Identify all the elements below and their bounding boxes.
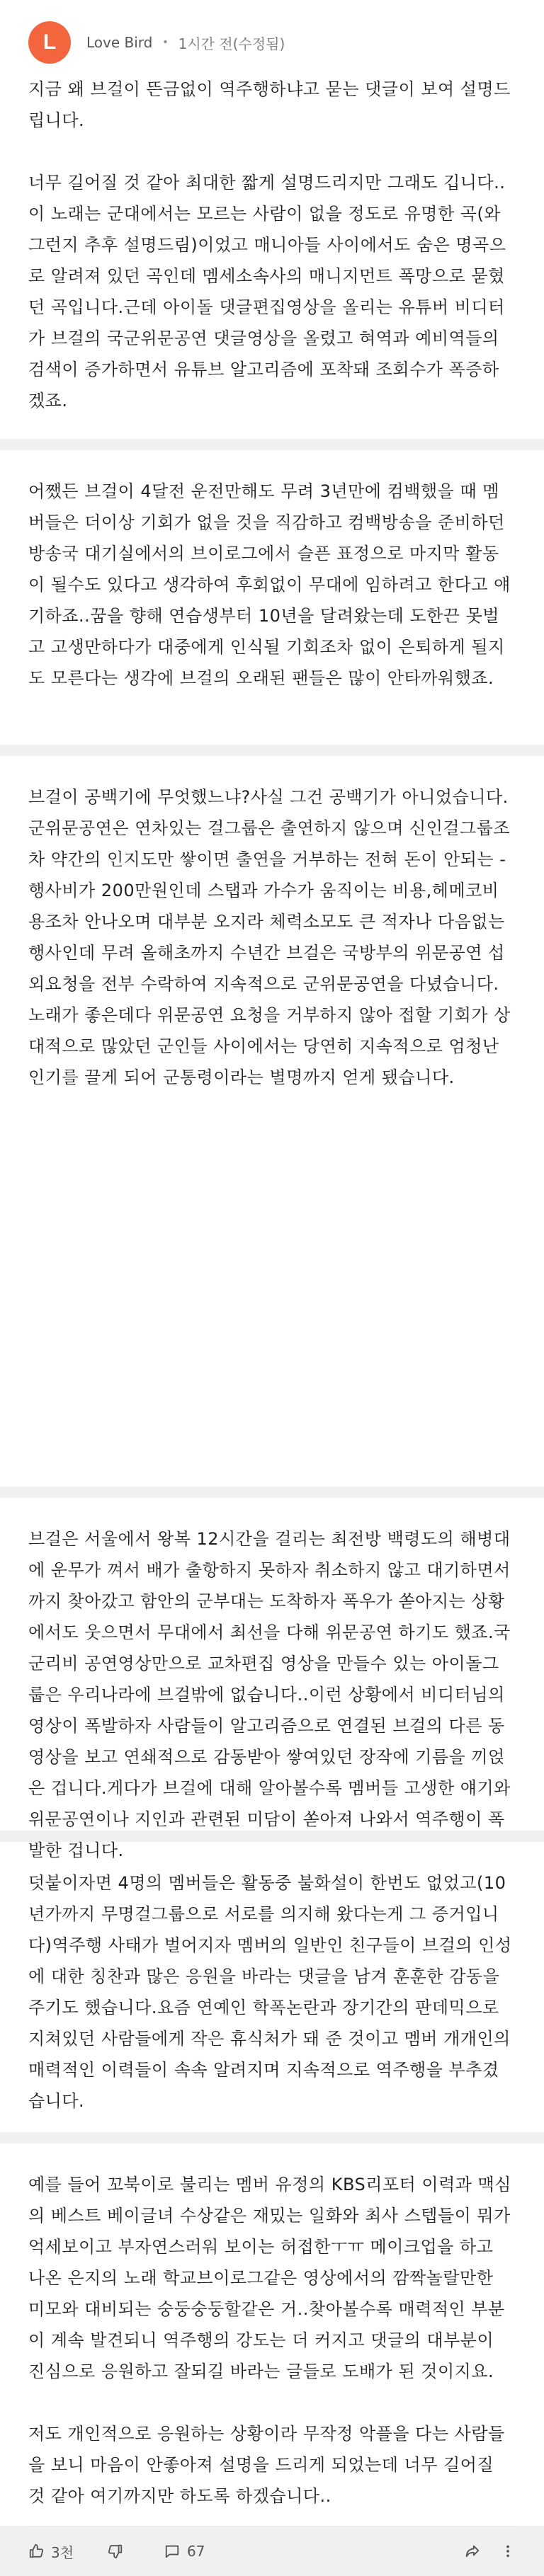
comment-paragraph: 덧붙이자면 4명의 멤버들은 활동중 불화설이 한번도 없었고(10년가까지 무명걸그룹으로 서로를 의지해 왔다는게 그 증거입니다)역주행 사태가 벌어지자 멤버의 일반인 친구들이 브걸의 인성에 대한 칭찬과 많은 응원을 바라는 댓글을 남겨 훈훈한 감동을 주기도 했습니다.요즘 연예인 학폭논란과 장기간의 판데믹으로 지쳐있던 사람들에게 작은 휴식처가 돼 준 것이고 멤버 개개인의 매력적인 이력들이 속속 알려지며 지속적으로 역주행을 부추겼습니다. bbox=[28, 1873, 512, 2111]
comment-card-1 bbox=[0, 0, 544, 439]
comment-paragraph: 너무 길어질 것 같아 최대한 짧게 설명드리지만 그래도 깁니다..이 노래는 군대에서는 모르는 사람이 없을 정도로 유명한 곡(와 그런지 추후 설명드림)이었고 매니아들 사이에서도 숨은 명곡으로 알려져 있던 곡인데 멤세소속사의 매니지먼트 폭망으로 묻혔던 곡입니다.근데 아이돌 댓글편집영상을 올리는 유튜버 비디터가 브걸의 국군위문공연 댓글영상을 올렸고 혀역과 예비역들의 검색이 증가하면서 유튜브 알고리즘에 포착돼 조회수가 폭증하겠죠. bbox=[28, 173, 506, 411]
reply-button[interactable] bbox=[164, 2543, 205, 2560]
comment-more-actions bbox=[445, 2543, 516, 2559]
author-avatar[interactable]: L bbox=[28, 21, 71, 64]
share-icon[interactable] bbox=[465, 2543, 480, 2559]
dislike-button[interactable] bbox=[108, 2543, 130, 2559]
comment-paragraph: 브걸이 공백기에 무엇했느냐?사실 그건 공백기가 아니었습니다.군위문공연은 연차있는 걸그룹은 출연하지 않으며 신인걸그룹조차 약간의 인지도만 쌓이면 출연을 거부하는 전혀 돈이 안되는 - 행사비가 200만원인데 스탭과 가수가 움직이는 비용,헤메코비용조차 안나오며 대부분 오지라 체력소모도 큰 적자나 다음없는 행사인데 무려 올해초까지 수년간 브걸은 국방부의 위문공연 섭외요청을 전부 수락하여 지속적으로 군위문공연을 다녔습니다.노래가 좋은데다 위문공연 요청을 거부하지 않아 접할 기회가 상대적으로 많았던 군인들 사이에서는 당연히 지속적으로 엄청난 인기를 끌게 되어 군통령이라는 별명까지 얻게 됐습니다. bbox=[28, 787, 511, 1087]
like-count: 3천 bbox=[51, 2543, 74, 2561]
comment-icon bbox=[164, 2543, 180, 2559]
like-button[interactable] bbox=[28, 2541, 74, 2562]
comment-card-2 bbox=[0, 450, 544, 745]
thumbs-down-icon bbox=[108, 2543, 123, 2559]
reply-count: 67 bbox=[187, 2543, 205, 2560]
comment-paragraph: 브걸은 서울에서 왕복 12시간을 걸리는 최전방 백령도의 해병대에 운무가 껴서 배가 출항하지 못하자 취소하지 않고 대기하면서까지 찾아갔고 함안의 군부대는 도착하자 폭우가 쏟아지는 상황에서도 웃으면서 무대에서 최선을 다해 위문공연 하기도 했죠.국군리비 공연영상만으로 교차편집 영상을 만들수 있는 아이돌그룹은 우리나라에 브걸밖에 없습니다..이런 상황에서 비디터님의 영상이 폭발하자 사람들이 알고리즘으로 연결된 브걸의 다른 동영상을 보고 연쇄적으로 감동받아 쌓여있던 장작에 기름을 끼얹은 겁니다.게다가 브걸에 대해 알아볼수록 멤버들 고생한 얘기와 위문공연이나 지인과 관련된 미담이 쏟아져 나와서 역주행이 폭발한 겁니다. bbox=[28, 1529, 511, 1860]
comment-paragraph: 어쨌든 브걸이 4달전 운전만해도 무려 3년만에 컴백했을 때 멤버들은 더이상 기회가 없을 것을 직감하고 컴백방송을 준비하던 방송국 대기실에서의 브이로그에서 슬픈 표정으로 마지막 활동이 될수도 있다고 생각하여 후회없이 무대에 임하려고 한다고 얘기하죠..꿈을 향해 연습생부터 10년을 달려왔는데 도한끈 못벌고 고생만하다가 대중에게 인식될 기회조차 없이 은퇴하게 될지도 모른다는 생각에 브걸의 오래된 팬들은 많이 안타까워했죠. bbox=[28, 481, 511, 688]
comment-paragraph: 지금 왜 브걸이 뜬금없이 역주행하냐고 묻는 댓글이 보여 설명드립니다. bbox=[28, 79, 511, 130]
comment-paragraph: 예를 들어 꼬북이로 불리는 멤버 유정의 KBS리포터 이력과 맥심의 베스트 베이글녀 수상같은 재밌는 일화와 최사 스텝들이 뭐가 억세보이고 부자연스러워 보이는 허접한ㅜㅠ 메이크업을 하고 나온 은지의 노래 학교브이로그같은 영상에서의 깜짝놀랄만한 미모와 대비되는 숭둥숭둥할같은 거..찾아볼수록 매력적인 부분이 계속 발견되니 역주행의 강도는 더 커지고 댓글의 대부분이 진심으로 응원하고 잘되길 바라는 글들로 도배가 된 것이지요. bbox=[28, 2175, 511, 2381]
comment-header bbox=[28, 0, 516, 74]
comment-card-3 bbox=[0, 756, 544, 1487]
comment-card-6 bbox=[0, 2143, 544, 2561]
thumbs-up-icon bbox=[28, 2543, 44, 2559]
comment-paragraph: 저도 개인적으로 응원하는 상황이라 무작정 악플을 다는 사람들을 보니 마음이 안좋아져 설명을 드리게 되었는데 너무 길어질 것 같아 여기까지만 하도록 하겠습니다.. bbox=[28, 2424, 505, 2506]
comment-time: 1시간 전(수정됨) bbox=[178, 35, 285, 52]
comment-action-bar bbox=[28, 2526, 516, 2576]
comment-meta bbox=[86, 33, 285, 53]
comment-card-5 bbox=[0, 1842, 544, 2132]
comment-card-4 bbox=[0, 1498, 544, 1860]
author-name[interactable]: Love Bird bbox=[86, 34, 153, 51]
meta-separator: • bbox=[162, 37, 169, 48]
more-vertical-icon[interactable] bbox=[500, 2543, 516, 2559]
